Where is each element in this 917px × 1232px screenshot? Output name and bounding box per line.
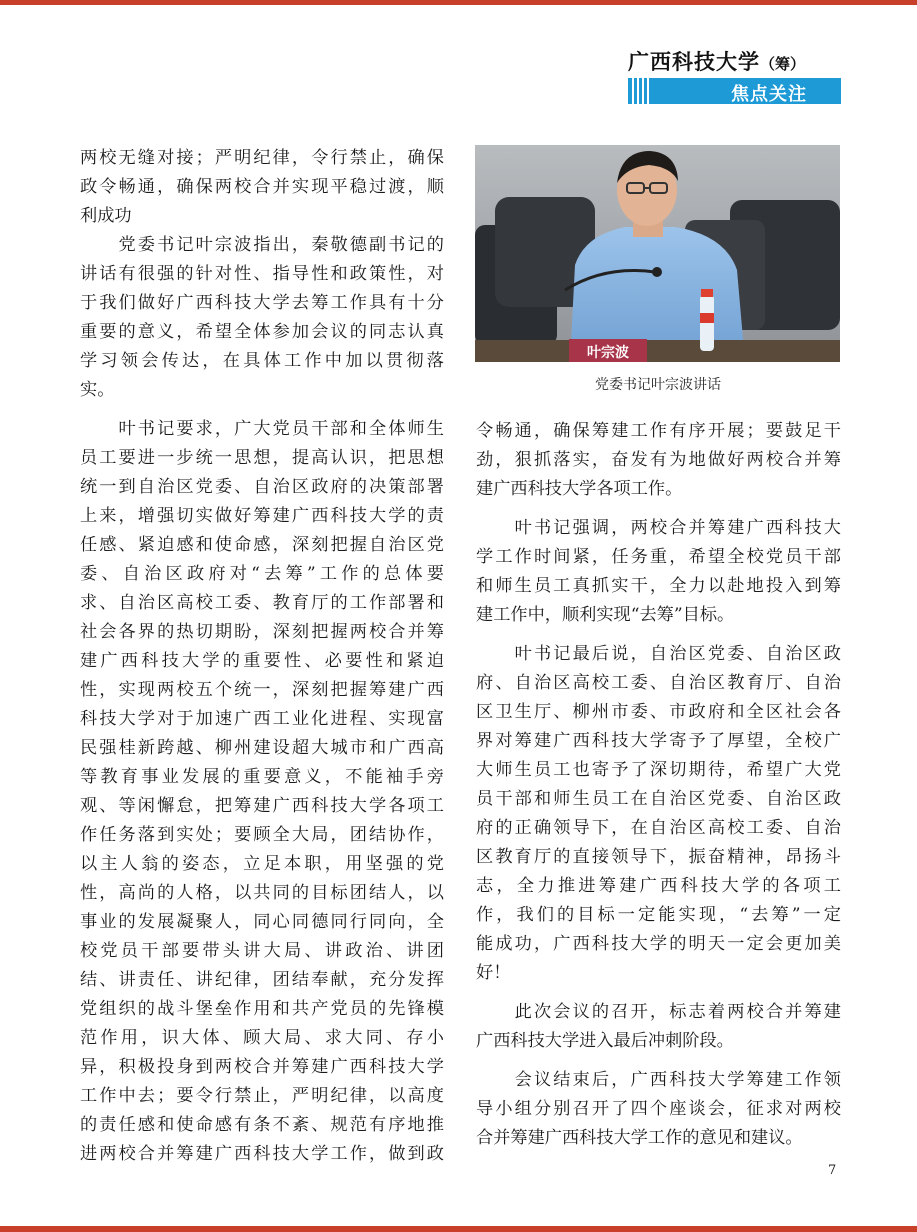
text-line: 利成功: [80, 206, 132, 226]
text-line: 重要的意义，希望全体参加会议的同志认真: [80, 322, 444, 342]
text-line: 委、自治区政府对“去筹”工作的总体要: [80, 564, 444, 584]
nameplate-text: 叶宗波: [587, 345, 629, 361]
bottom-border: [0, 1226, 917, 1232]
text-line: 建广西科技大学的重要性、必要性和紧迫: [80, 651, 444, 671]
text-line: 大师生员工也寄予了深切期待，希望广大党: [476, 760, 841, 780]
text-line: 好！: [476, 963, 511, 983]
text-line: 异，积极投身到两校合并筹建广西科技大学: [80, 1057, 444, 1077]
stripe-decoration: [632, 78, 652, 104]
text-line: 志，全力推进筹建广西科技大学的各项工: [476, 876, 841, 896]
text-line: 事业的发展凝聚人，同心同德同行同向，全: [80, 912, 444, 932]
text-line: 导小组分别召开了四个座谈会，征求对两校: [476, 1099, 841, 1119]
text-line: 府的正确领导下，在自治区高校工委、自治: [476, 818, 841, 838]
text-line: 会议结束后，广西科技大学筹建工作领: [476, 1070, 841, 1090]
text-line: 界对筹建广西科技大学寄予了厚望，全校广: [476, 731, 841, 751]
text-line: 上来，增强切实做好筹建广西科技大学的责: [80, 506, 444, 526]
text-line: 等教育事业发展的重要意义，不能袖手旁: [80, 767, 444, 787]
photo-caption: 党委书记叶宗波讲话: [595, 377, 721, 393]
text-line: 此次会议的召开，标志着两校合并筹建: [476, 1002, 841, 1022]
text-line: 能成功，广西科技大学的明天一定会更加美: [476, 934, 841, 954]
text-line: 令畅通，确保筹建工作有序开展；要鼓足干: [476, 421, 841, 441]
top-border: [0, 0, 917, 5]
text-line: 叶书记要求，广大党员干部和全体师生: [80, 419, 444, 439]
text-line: 任感、紧迫感和使命感，深刻把握自治区党: [80, 535, 444, 555]
speaker-photo: [475, 145, 840, 362]
text-line: 广西科技大学进入最后冲刺阶段。: [476, 1031, 734, 1051]
text-line: 于我们做好广西科技大学去筹工作具有十分: [80, 293, 444, 313]
text-line: 学工作时间紧，任务重，希望全校党员干部: [476, 547, 841, 567]
text-line: 员干部和师生员工在自治区党委、自治区政: [476, 789, 841, 809]
text-line: 求、自治区高校工委、教育厅的工作部署和: [80, 593, 444, 613]
text-line: 员工要进一步统一思想，提高认识，把思想: [80, 448, 444, 468]
text-line: 校党员干部要带头讲大局、讲政治、讲团: [80, 941, 444, 961]
text-line: 社会各界的热切期盼，深刻把握两校合并筹: [80, 622, 444, 642]
text-line: 性，实现两校五个统一，深刻把握筹建广西: [80, 680, 444, 700]
text-line: 科技大学对于加速广西工业化进程、实现富: [80, 709, 444, 729]
text-line: 叶书记最后说，自治区党委、自治区政: [476, 644, 841, 664]
text-line: 实。: [80, 380, 115, 400]
text-line: 党组织的战斗堡垒作用和共产党员的先锋模: [80, 999, 444, 1019]
school-name: 广西科技大学: [628, 50, 760, 74]
left-column: [80, 144, 444, 1169]
text-line: 性，高尚的人格，以共同的目标团结人，以: [80, 883, 444, 903]
text-line: 工作中去；要令行禁止，严明纪律，以高度: [80, 1086, 444, 1106]
text-line: 以主人翁的姿态，立足本职，用坚强的党: [80, 854, 444, 874]
text-line: 作，我们的目标一定能实现，“去筹”一定: [476, 905, 841, 925]
text-line: 区教育厅的直接领导下，振奋精神，昂扬斗: [476, 847, 841, 867]
text-line: 进两校合并筹建广西科技大学工作，做到政: [80, 1144, 444, 1164]
school-suffix: （筹）: [760, 55, 806, 73]
text-line: 政令畅通，确保两校合并实现平稳过渡，顺: [80, 177, 444, 197]
text-line: 叶书记强调，两校合并筹建广西科技大: [476, 518, 841, 538]
text-line: 统一到自治区党委、自治区政府的决策部署: [80, 477, 444, 497]
text-line: 民强桂新跨越、柳州建设超大城市和广西高: [80, 738, 444, 758]
text-line: 府、自治区高校工委、自治区教育厅、自治: [476, 673, 841, 693]
publication-title: [628, 46, 843, 74]
text-line: 结、讲责任、讲纪律，团结奉献，充分发挥: [80, 970, 444, 990]
text-line: 两校无缝对接；严明纪律，令行禁止，确保: [80, 148, 444, 168]
text-line: 建广西科技大学各项工作。: [476, 479, 683, 499]
page-number: 7: [828, 1163, 837, 1178]
text-line: 学习领会传达，在具体工作中加以贯彻落: [80, 351, 444, 371]
text-line: 范作用，识大体、顾大局、求大同、存小: [80, 1028, 444, 1048]
text-line: 作任务落到实处；要顾全大局，团结协作，: [80, 825, 444, 845]
text-line: 观、等闲懈怠，把筹建广西科技大学各项工: [80, 796, 444, 816]
text-line: 的责任感和使命感有条不紊、规范有序地推: [80, 1115, 444, 1135]
text-line: 党委书记叶宗波指出，秦敬德副书记的: [80, 235, 444, 255]
text-line: 劲，狠抓落实，奋发有为地做好两校合并筹: [476, 450, 841, 470]
text-line: 区卫生厅、柳州市委、市政府和全区社会各: [476, 702, 841, 722]
text-line: 建工作中，顺利实现“去筹”目标。: [476, 605, 735, 625]
section-bar: [628, 78, 841, 104]
text-line: 和师生员工真抓实干，全力以赴地投入到筹: [476, 576, 841, 596]
section-label: 焦点关注: [731, 84, 807, 105]
right-column: [476, 417, 841, 1153]
text-line: 合并筹建广西科技大学工作的意见和建议。: [476, 1128, 803, 1148]
text-line: 讲话有很强的针对性、指导性和政策性，对: [80, 264, 444, 284]
